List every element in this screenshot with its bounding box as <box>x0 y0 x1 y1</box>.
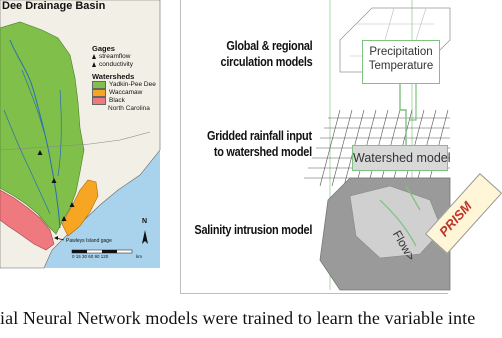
triangle-icon <box>92 54 96 59</box>
drainage-basin-map <box>0 0 160 268</box>
legend-label: Yadkin-Pee Dee <box>109 80 156 88</box>
map-legend <box>92 44 156 105</box>
map-title: Dee Drainage Basin <box>2 0 106 12</box>
triangle-icon <box>92 62 96 67</box>
prism-label: PRISM <box>436 198 475 240</box>
map-graphic <box>0 0 160 268</box>
watershed-model-box: Watershed model <box>352 145 448 171</box>
legend-item <box>92 81 156 89</box>
gage-label: Pawleys Island gage <box>66 238 112 244</box>
legend-label: streamflow <box>99 53 131 60</box>
legend-item <box>92 53 156 61</box>
state-label: North Carolina <box>108 105 150 112</box>
legend-item <box>92 61 156 69</box>
flow-label: Flow> <box>389 228 419 264</box>
legend-label: Black <box>109 96 125 104</box>
legend-gages-heading: Gages <box>92 44 115 53</box>
scale-bar <box>72 254 142 259</box>
legend-swatch <box>92 97 106 105</box>
legend-swatch <box>92 81 106 89</box>
caption-text: ial Neural Network models were trained to learn the variable inte <box>0 308 476 328</box>
legend-item <box>92 97 156 105</box>
legend-label: conductivity <box>99 60 133 68</box>
legend-item <box>92 89 156 97</box>
scale-unit: km <box>136 254 142 259</box>
scale-ticks: 0 15 30 60 90 120 <box>72 254 109 259</box>
precipitation-temperature-box: Precipitation Temperature <box>362 40 440 84</box>
legend-swatch <box>92 89 106 97</box>
modeling-framework-diagram <box>180 0 475 296</box>
label-rainfall-input: Gridded rainfall input to watershed model <box>207 128 312 160</box>
legend-watersheds-heading: Watersheds <box>92 71 135 81</box>
legend-label: Waccamaw <box>109 88 143 96</box>
north-label: N <box>142 218 148 225</box>
label-salinity-model: Salinity intrusion model <box>194 222 312 237</box>
label-global-models: Global & regional circulation models <box>220 38 312 70</box>
